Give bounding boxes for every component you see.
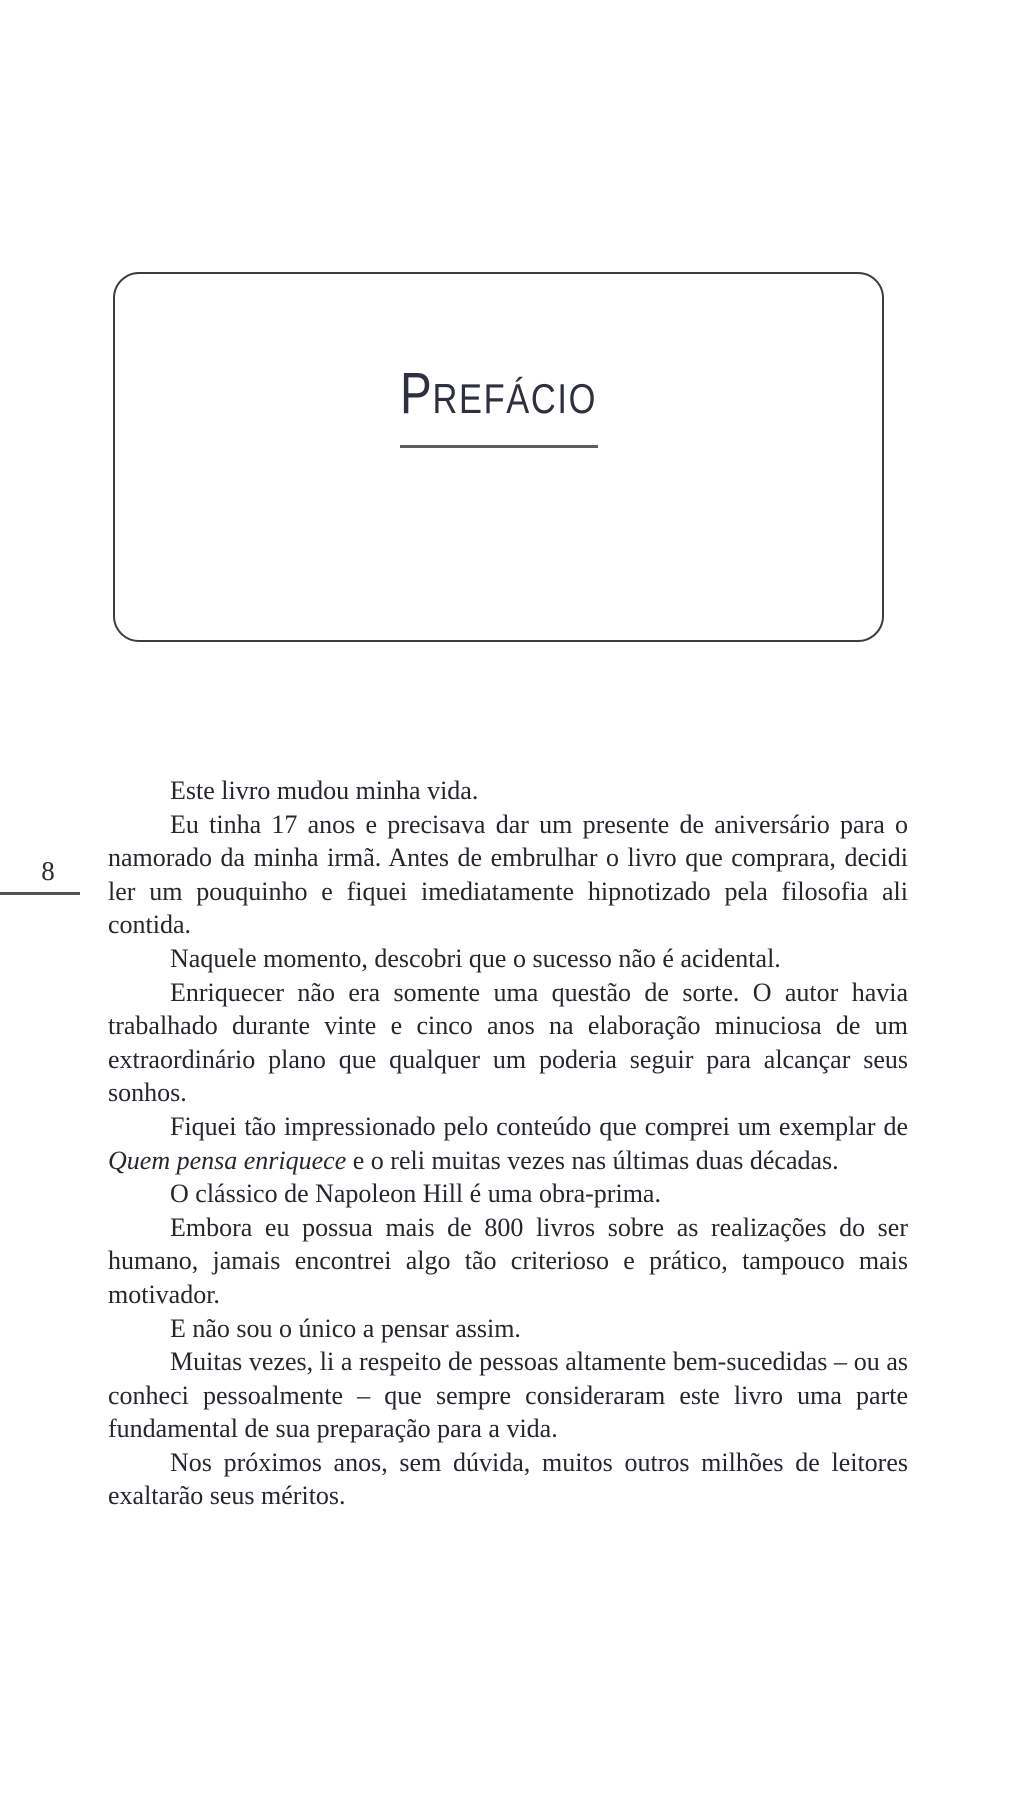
text-segment: e o reli muitas vezes nas últimas duas décadas.: [346, 1145, 839, 1175]
book-title-italic: Quem pensa enriquece: [108, 1145, 347, 1175]
text-segment: Este livro mudou minha vida.: [170, 776, 479, 805]
text-segment: Fiquei tão impressionado pelo conteúdo que comprei um exemplar de: [170, 1111, 908, 1141]
title-initial: P: [399, 361, 433, 426]
body-paragraph: [108, 1211, 908, 1312]
title-rest: REFÁCIO: [432, 375, 598, 422]
page-title: [184, 360, 813, 427]
chapter-title-box: [113, 272, 884, 642]
text-segment: Embora eu possua mais de 800 livros sobre as realizações do ser humano, jamais encontrei algo tão criterioso e prático, tampouco mais motivador.: [108, 1212, 908, 1309]
page-number: 8: [41, 856, 55, 886]
text-segment: Muitas vezes, li a respeito de pessoas altamente bem-sucedidas – ou as conheci pessoalmente – que sempre consideraram este livro uma parte fundamental de sua preparação para a vida.: [108, 1347, 908, 1444]
body-paragraph: [108, 808, 908, 942]
text-segment: Nos próximos anos, sem dúvida, muitos outros milhões de leitores exaltarão seus méritos.: [108, 1447, 908, 1511]
body-paragraph: [108, 976, 908, 1110]
body-paragraph: [108, 1177, 908, 1211]
page-number-rule: [0, 892, 80, 895]
text-segment: Eu tinha 17 anos e precisava dar um presente de aniversário para o namorado da minha irmã. Antes de embrulhar o livro que comprara, decidi ler um pouquinho e fiquei imediatamente hipnotizado pela filosofia ali contida.: [108, 809, 908, 940]
body-paragraph: [108, 1446, 908, 1513]
text-segment: Naquele momento, descobri que o sucesso não é acidental.: [170, 943, 781, 973]
text-segment: Enriquecer não era somente uma questão de sorte. O autor havia trabalhado durante vinte e cinco anos na elaboração minuciosa de um extraordinário plano que qualquer um poderia seguir para alcançar seus sonhos.: [108, 977, 908, 1108]
body-paragraph: [108, 1345, 908, 1446]
body-text: [108, 774, 908, 1513]
body-paragraph: [108, 1110, 908, 1177]
page-number-block: [0, 856, 96, 887]
text-segment: O clássico de Napoleon Hill é uma obra-prima.: [170, 1179, 661, 1209]
text-segment: E não sou o único a pensar assim.: [170, 1313, 521, 1343]
body-paragraph: [108, 774, 908, 808]
title-rule: [400, 445, 598, 448]
body-paragraph: [108, 942, 908, 976]
body-paragraph: [108, 1312, 908, 1346]
